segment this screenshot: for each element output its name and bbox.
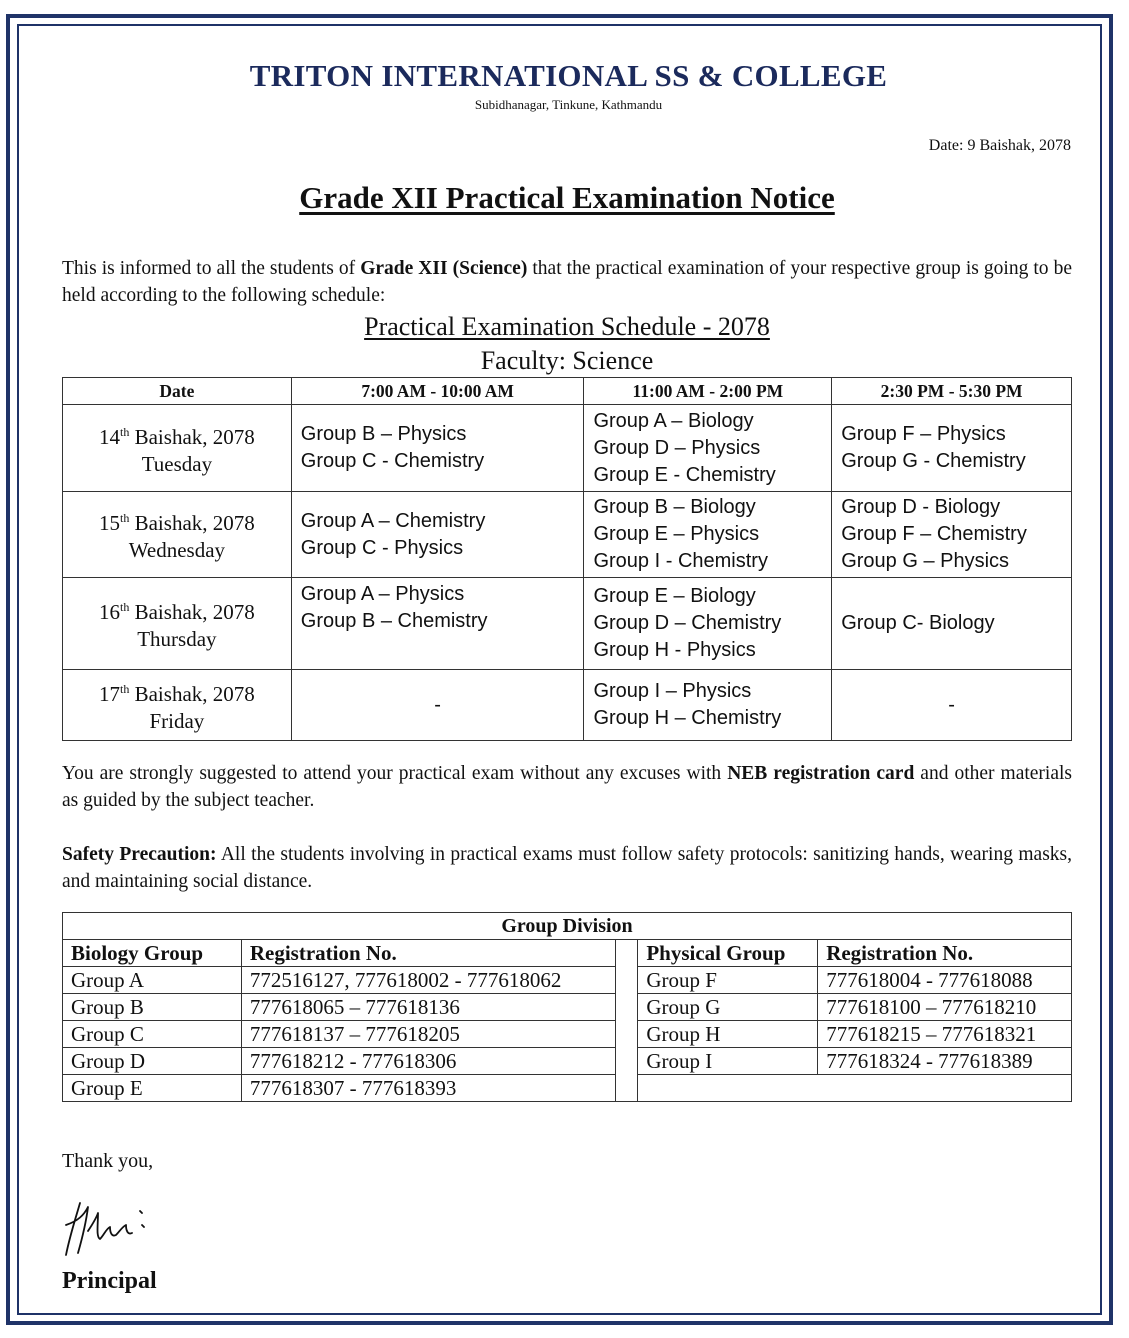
biology-group-header: Biology Group (63, 940, 242, 967)
date-cell: 17th Baishak, 2078 Friday (63, 670, 292, 741)
registration-range: 772516127, 777618002 - 777618062 (241, 967, 616, 994)
schedule-row (63, 670, 1072, 741)
school-address: Subidhanagar, Tinkune, Kathmandu (474, 97, 663, 112)
safety-label: Safety Precaution: (62, 844, 217, 865)
signatory-title: Principal (62, 1268, 157, 1294)
intro-paragraph (62, 255, 1072, 309)
table-row (63, 967, 1072, 994)
safety-paragraph (62, 841, 1072, 895)
physical-reg-header: Registration No. (818, 940, 1072, 967)
slot-cell: Group I – Physics Group H – Chemistry (584, 670, 832, 741)
registration-range: 777618215 – 777618321 (818, 1021, 1072, 1048)
intro-bold: Grade XII (Science) (360, 258, 528, 279)
header-slot-3: 2:30 PM - 5:30 PM (832, 378, 1072, 405)
header-slot-1: 7:00 AM - 10:00 AM (291, 378, 584, 405)
slot-cell: Group A – Biology Group D – Physics Group E - Chemistry (584, 405, 832, 492)
schedule-row (63, 492, 1072, 578)
slot-cell: Group C- Biology (832, 578, 1072, 670)
registration-range: 777618004 - 777618088 (818, 967, 1072, 994)
date-cell: 15th Baishak, 2078 Wednesday (63, 492, 292, 578)
slot-cell: Group A – Chemistry Group C - Physics (291, 492, 584, 578)
table-row (63, 1048, 1072, 1075)
schedule-table (62, 377, 1072, 741)
registration-range: 777618065 – 777618136 (241, 994, 616, 1021)
column-gap (616, 940, 638, 1102)
group-name: Group H (638, 1021, 818, 1048)
advice-paragraph (62, 760, 1072, 814)
table-row (63, 1075, 1072, 1102)
group-header-row (63, 940, 1072, 967)
slot-cell: Group D - Biology Group F – Chemistry Group G – Physics (832, 492, 1072, 578)
safety-text: All the students involving in practical exams must follow safety protocols: sanitizing hands, wearing masks, and maintaining social distance. (62, 844, 1072, 892)
biology-reg-header: Registration No. (241, 940, 616, 967)
advice-text-1: You are strongly suggested to attend your practical exam without any excuses with (62, 763, 728, 784)
group-name: Group F (638, 967, 818, 994)
schedule-header-row (63, 378, 1072, 405)
slot-cell: Group E – Biology Group D – Chemistry Group H - Physics (584, 578, 832, 670)
principal-signature (58, 1195, 158, 1265)
group-division-table (62, 912, 1072, 1102)
slot-cell: Group F – Physics Group G - Chemistry (832, 405, 1072, 492)
group-name: Group G (638, 994, 818, 1021)
table-row (63, 1021, 1072, 1048)
group-name: Group D (63, 1048, 242, 1075)
table-row (63, 994, 1072, 1021)
group-name: Group I (638, 1048, 818, 1075)
slot-cell: - (832, 670, 1072, 741)
intro-text-2: that the practical examination of your respective group is going to be held according to the following schedule: (62, 258, 1072, 306)
physical-group-header: Physical Group (638, 940, 818, 967)
registration-range: 777618324 - 777618389 (818, 1048, 1072, 1075)
faculty-label: Faculty: Science (480, 346, 654, 375)
schedule-row (63, 578, 1072, 670)
registration-range: 777618307 - 777618393 (241, 1075, 616, 1102)
school-name: TRITON INTERNATIONAL SS & COLLEGE (249, 58, 888, 93)
notice-date: Date: 9 Baishak, 2078 (928, 137, 1071, 154)
header-date: Date (63, 378, 292, 405)
group-division-caption: Group Division (63, 913, 1072, 940)
date-cell: 14th Baishak, 2078 Tuesday (63, 405, 292, 492)
thanks-text: Thank you, (62, 1150, 154, 1172)
empty-cell (638, 1075, 1072, 1102)
date-cell: 16th Baishak, 2078 Thursday (63, 578, 292, 670)
intro-text-1: This is informed to all the students of (62, 258, 361, 279)
registration-range: 777618212 - 777618306 (241, 1048, 616, 1075)
header-slot-2: 11:00 AM - 2:00 PM (584, 378, 832, 405)
group-name: Group E (63, 1075, 242, 1102)
schedule-title: Practical Examination Schedule - 2078 (364, 312, 770, 341)
advice-bold: NEB registration card (727, 763, 915, 784)
group-name: Group A (63, 967, 242, 994)
slot-cell: Group B – Physics Group C - Chemistry (291, 405, 584, 492)
notice-title: Grade XII Practical Examination Notice (299, 180, 835, 215)
schedule-row (63, 405, 1072, 492)
slot-cell: - (291, 670, 584, 741)
slot-cell: Group A – Physics Group B – Chemistry (291, 578, 584, 670)
schedule-heading (0, 310, 1129, 378)
slot-cell: Group B – Biology Group E – Physics Group I - Chemistry (584, 492, 832, 578)
group-name: Group B (63, 994, 242, 1021)
group-name: Group C (63, 1021, 242, 1048)
registration-range: 777618137 – 777618205 (241, 1021, 616, 1048)
advice-text-2: and other materials as guided by the subject teacher. (62, 763, 1072, 811)
registration-range: 777618100 – 777618210 (818, 994, 1072, 1021)
